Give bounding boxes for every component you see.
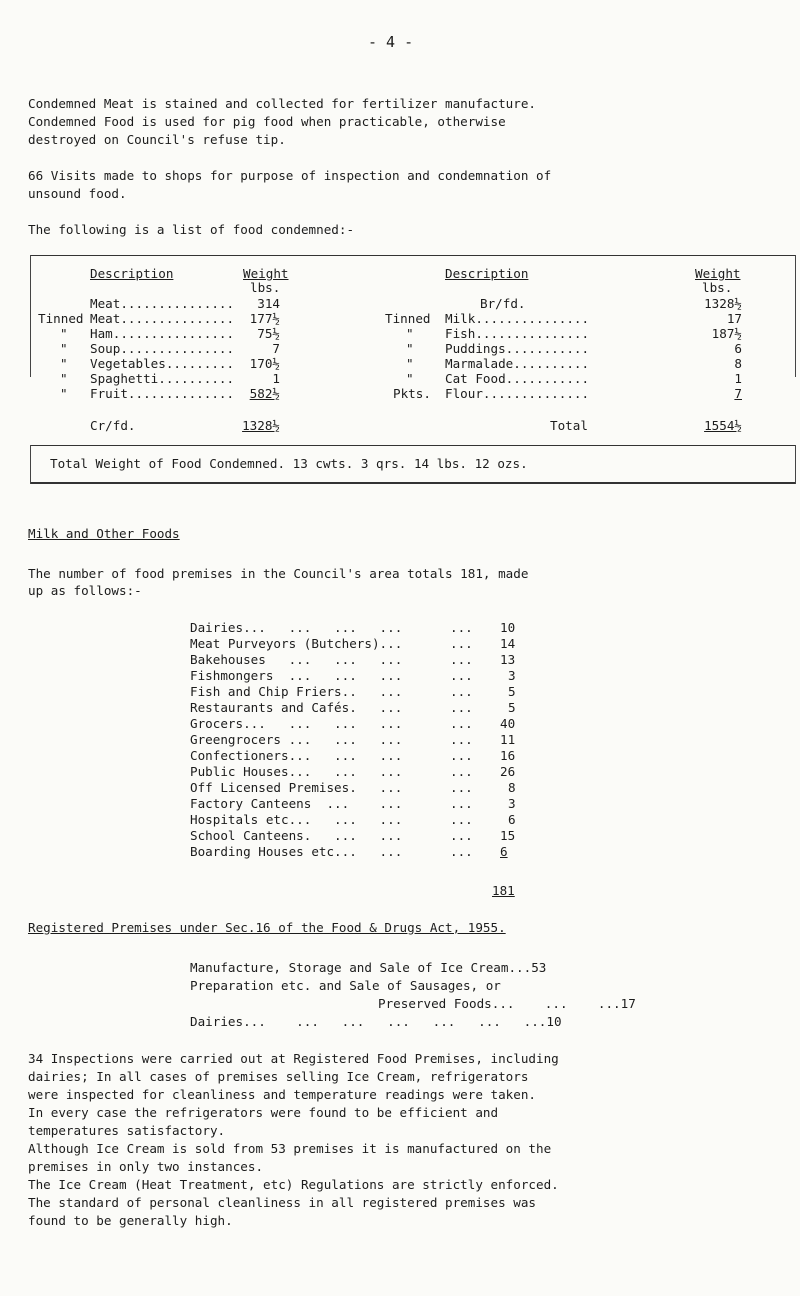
right-row-weight: 17: [726, 311, 742, 326]
table-bottom-rule: [30, 482, 796, 484]
premises-dots: ...: [450, 700, 473, 715]
registered-heading: Registered Premises under Sec.16 of the Food & Drugs Act, 1955.: [28, 920, 506, 935]
right-row-description: Puddings...........: [445, 341, 590, 356]
premises-label: Public Houses... ... ...: [190, 764, 403, 779]
premises-dots: ...: [450, 668, 473, 683]
intro-line-2: Condemned Food is used for pig food when practicable, otherwise: [28, 114, 506, 129]
premises-value: 16: [500, 748, 516, 763]
left-row-description: Meat...............: [90, 296, 235, 311]
premises-dots: ...: [450, 652, 473, 667]
closing-line: The Ice Cream (Heat Treatment, etc) Regulations are strictly enforced.: [28, 1177, 559, 1192]
premises-value: 13: [500, 652, 516, 667]
right-row-prefix: ": [406, 326, 414, 341]
intro-line-1: Condemned Meat is stained and collected for fertilizer manufacture.: [28, 96, 536, 111]
left-row-weight: 75½: [257, 326, 280, 341]
closing-line: found to be generally high.: [28, 1213, 233, 1228]
right-row-prefix: ": [406, 356, 414, 371]
right-row-weight: 1: [734, 371, 742, 386]
premises-value: 6: [500, 844, 508, 859]
premises-label: Meat Purveyors (Butchers)...: [190, 636, 403, 651]
closing-line: Although Ice Cream is sold from 53 premises it is manufactured on the: [28, 1141, 552, 1156]
premises-value: 26: [500, 764, 516, 779]
premises-label: Restaurants and Cafés. ...: [190, 700, 403, 715]
premises-value: 6: [508, 812, 516, 827]
right-header-weight: Weight: [695, 266, 741, 281]
premises-dots: ...: [450, 764, 473, 779]
premises-dots: ...: [450, 684, 473, 699]
premises-label: Confectioners... ... ...: [190, 748, 403, 763]
right-row-description: Fish...............: [445, 326, 590, 341]
milk-intro-1: The number of food premises in the Council's area totals 181, made: [28, 566, 529, 581]
right-row-weight: 8: [734, 356, 742, 371]
premises-label: Dairies... ... ... ...: [190, 620, 403, 635]
left-row-prefix: ": [60, 386, 68, 401]
right-total-label: Total: [550, 418, 588, 433]
intro-line-3: destroyed on Council's refuse tip.: [28, 132, 286, 147]
premises-label: Factory Canteens ... ...: [190, 796, 403, 811]
premises-value: 3: [508, 796, 516, 811]
premises-value: 5: [508, 684, 516, 699]
closing-line: temperatures satisfactory.: [28, 1123, 226, 1138]
right-row-weight: 6: [734, 341, 742, 356]
right-row-description: Cat Food...........: [445, 371, 590, 386]
table-top-rule: [30, 255, 796, 256]
premises-label: School Canteens. ... ...: [190, 828, 403, 843]
premises-value: 15: [500, 828, 516, 843]
left-row-weight: 177½: [249, 311, 280, 326]
right-row-weight: 1328½: [704, 296, 742, 311]
premises-value: 10: [500, 620, 516, 635]
left-total-value: 1328½: [242, 418, 280, 433]
premises-dots: ...: [450, 620, 473, 635]
premises-value: 14: [500, 636, 516, 651]
right-total-value: 1554½: [704, 418, 742, 433]
left-row-weight: 7: [272, 341, 280, 356]
left-row-description: Soup...............: [90, 341, 235, 356]
registered-line-4: Dairies... ... ... ... ... ... ...10: [190, 1014, 562, 1029]
registered-line-2: Preparation etc. and Sale of Sausages, or: [190, 978, 501, 993]
table-mid-rule: [30, 445, 796, 446]
left-row-description: Spaghetti..........: [90, 371, 235, 386]
page-number: - 4 -: [368, 33, 414, 51]
right-row-prefix: Pkts.: [393, 386, 431, 401]
right-row-prefix: ": [406, 371, 414, 386]
premises-label: Off Licensed Premises. ...: [190, 780, 403, 795]
premises-label: Hospitals etc... ... ...: [190, 812, 403, 827]
left-row-weight: 582½: [249, 386, 280, 401]
closing-line: The standard of personal cleanliness in all registered premises was: [28, 1195, 536, 1210]
left-row-prefix: ": [60, 341, 68, 356]
left-row-prefix: Tinned: [38, 311, 84, 326]
premises-dots: ...: [450, 812, 473, 827]
left-unit: lbs.: [250, 280, 281, 295]
table-left-border: [30, 255, 31, 377]
right-row-weight: 187½: [711, 326, 742, 341]
premises-dots: ...: [450, 748, 473, 763]
list-intro: The following is a list of food condemned:-: [28, 222, 355, 237]
premises-dots: ...: [450, 844, 473, 859]
closing-line: were inspected for cleanliness and temperature readings were taken.: [28, 1087, 536, 1102]
right-row-prefix: Tinned: [385, 311, 431, 326]
registered-line-3: Preserved Foods... ... ...17: [378, 996, 636, 1011]
left-row-weight: 170½: [249, 356, 280, 371]
premises-dots: ...: [450, 636, 473, 651]
grand-total: Total Weight of Food Condemned. 13 cwts. 3 qrs. 14 lbs. 12 ozs.: [50, 456, 528, 471]
left-row-prefix: ": [60, 356, 68, 371]
left-row-description: Ham................: [90, 326, 235, 341]
premises-dots: ...: [450, 828, 473, 843]
premises-value: 3: [508, 668, 516, 683]
visits-line-2: unsound food.: [28, 186, 127, 201]
premises-label: Grocers... ... ... ...: [190, 716, 403, 731]
right-row-weight: 7: [734, 386, 742, 401]
premises-label: Boarding Houses etc... ...: [190, 844, 403, 859]
premises-label: Fishmongers ... ... ...: [190, 668, 403, 683]
left-total-label: Cr/fd.: [90, 418, 136, 433]
right-row-description: Milk...............: [445, 311, 590, 326]
premises-value: 11: [500, 732, 516, 747]
visits-line-1: 66 Visits made to shops for purpose of inspection and condemnation of: [28, 168, 552, 183]
premises-label: Bakehouses ... ... ...: [190, 652, 403, 667]
premises-value: 5: [508, 700, 516, 715]
right-row-description: Marmalade..........: [445, 356, 590, 371]
left-header-description: Description: [90, 266, 174, 281]
premises-dots: ...: [450, 716, 473, 731]
left-row-description: Vegetables.........: [90, 356, 235, 371]
milk-intro-2: up as follows:-: [28, 583, 142, 598]
closing-line: In every case the refrigerators were found to be efficient and: [28, 1105, 499, 1120]
closing-line: 34 Inspections were carried out at Registered Food Premises, including: [28, 1051, 559, 1066]
left-row-weight: 1: [272, 371, 280, 386]
premises-label: Fish and Chip Friers.. ...: [190, 684, 403, 699]
registered-line-1: Manufacture, Storage and Sale of Ice Cream...53: [190, 960, 547, 975]
premises-dots: ...: [450, 732, 473, 747]
left-row-weight: 314: [257, 296, 280, 311]
premises-value: 40: [500, 716, 516, 731]
right-row-description: Flour..............: [445, 386, 590, 401]
left-header-weight: Weight: [243, 266, 289, 281]
left-row-prefix: ": [60, 326, 68, 341]
table-right-border: [795, 255, 796, 377]
premises-dots: ...: [450, 780, 473, 795]
left-row-prefix: ": [60, 371, 68, 386]
left-row-description: Fruit..............: [90, 386, 235, 401]
closing-line: dairies; In all cases of premises selling Ice Cream, refrigerators: [28, 1069, 529, 1084]
closing-line: premises in only two instances.: [28, 1159, 264, 1174]
left-row-description: Meat...............: [90, 311, 235, 326]
premises-label: Greengrocers ... ... ...: [190, 732, 403, 747]
right-row-prefix: ": [406, 341, 414, 356]
right-header-description: Description: [445, 266, 529, 281]
premises-value: 8: [508, 780, 516, 795]
right-row-description: Br/fd.: [480, 296, 526, 311]
right-unit: lbs.: [702, 280, 733, 295]
premises-total: 181: [492, 883, 515, 898]
premises-dots: ...: [450, 796, 473, 811]
milk-heading: Milk and Other Foods: [28, 526, 180, 541]
